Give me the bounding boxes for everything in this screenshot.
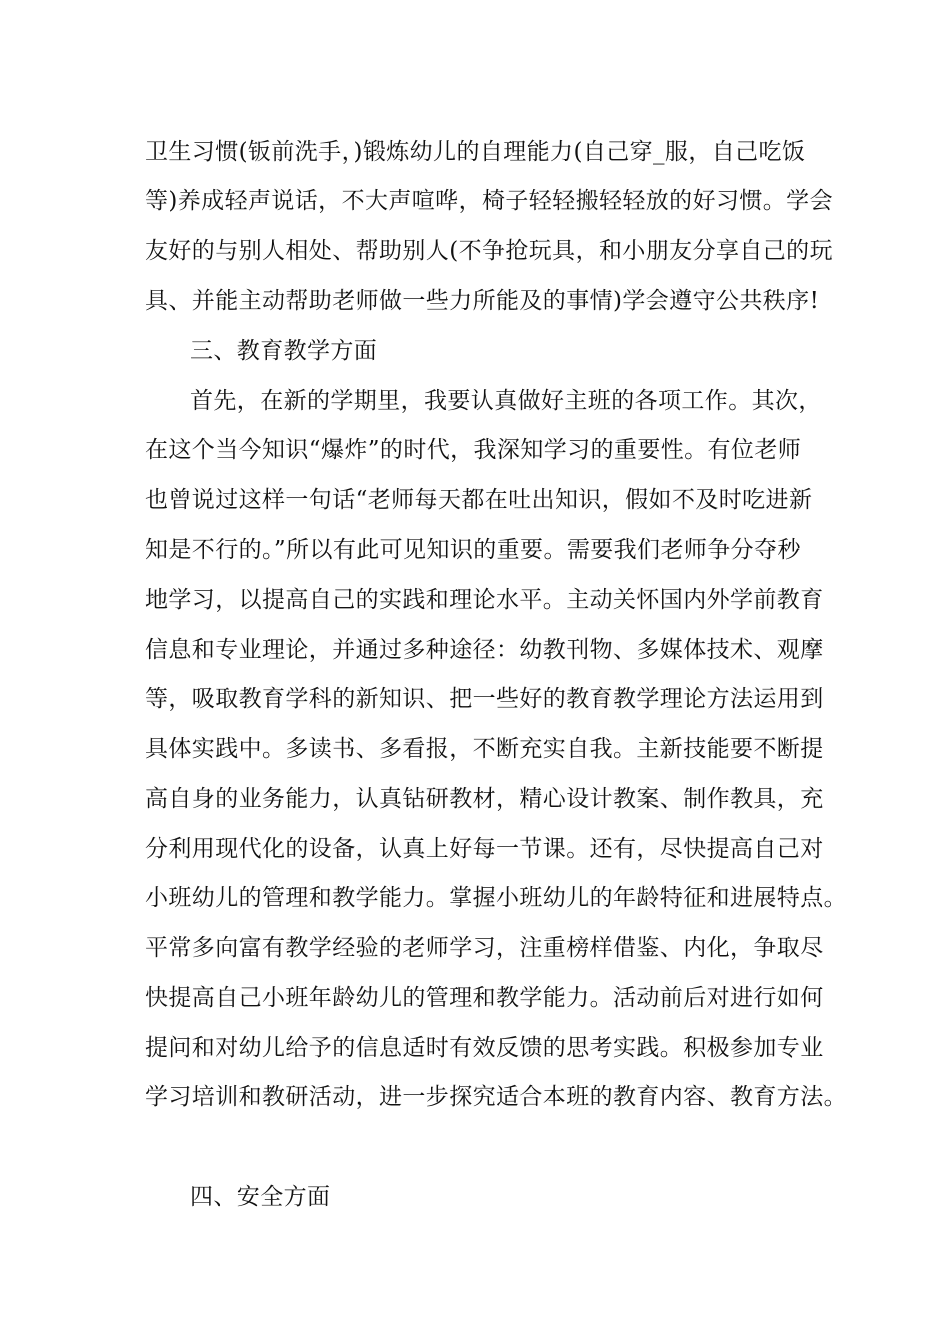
- text-line: 分利用现代化的设备，认真上好每一节课。还有，尽快提高自己对: [145, 836, 824, 862]
- text-line: 也曾说过这样一句话“老师每天都在吐出知识，假如不及时吃进新: [145, 487, 813, 513]
- text-line: 地学习，以提高自己的实践和理论水平。主动关怀国内外学前教育: [145, 587, 824, 613]
- text-line: 具、并能主动帮助老师做一些力所能及的事情)学会遵守公共秩序!: [145, 288, 820, 314]
- text-line: 在这个当今知识“爆炸”的时代，我深知学习的重要性。有位老师: [145, 437, 802, 463]
- text-line: 平常多向富有教学经验的老师学习，注重榜样借鉴、内化，争取尽: [145, 935, 824, 961]
- text-line: 快提高自己小班年龄幼儿的管理和教学能力。活动前后对进行如何: [145, 985, 824, 1011]
- text-line: 具体实践中。多读书、多看报，不断充实自我。主新技能要不断提: [145, 736, 824, 762]
- text-line: 小班幼儿的管理和教学能力。掌握小班幼儿的年龄特征和进展特点。: [145, 885, 847, 911]
- text-line: 卫生习惯(钣前洗手，)锻炼幼儿的自理能力(自己穿_服，自己吃饭: [145, 139, 806, 165]
- text-line: 提问和对幼儿给予的信息适时有效反馈的思考实践。积极参加专业: [145, 1035, 824, 1061]
- text-line: 信息和专业理论，并通过多种途径：幼教刊物、多媒体技术、观摩: [145, 637, 824, 663]
- section-heading: 四、安全方面: [190, 1184, 331, 1210]
- text-line: 友好的与别人相处、帮助别人(不争抢玩具，和小朋友分享自己的玩: [145, 238, 833, 264]
- text-line: 学习培训和教研活动，进一步探究适合本班的教育内容、教育方法。: [145, 1084, 847, 1110]
- paragraph-first-line: 首先，在新的学期里，我要认真做好主班的各项工作。其次，: [190, 388, 822, 414]
- text-line: 等)养成轻声说话，不大声喧哗，椅子轻轻搬轻轻放的好习惯。学会: [145, 188, 833, 214]
- text-line: 高自身的业务能力，认真钻研教材，精心设计教案、制作教具，充: [145, 786, 824, 812]
- text-line: 知是不行的。”所以有此可见知识的重要。需要我们老师争分夺秒: [145, 537, 801, 563]
- section-heading: 三、教育教学方面: [190, 338, 378, 364]
- text-line: 等，吸取教育学科的新知识、把一些好的教育教学理论方法运用到: [145, 686, 824, 712]
